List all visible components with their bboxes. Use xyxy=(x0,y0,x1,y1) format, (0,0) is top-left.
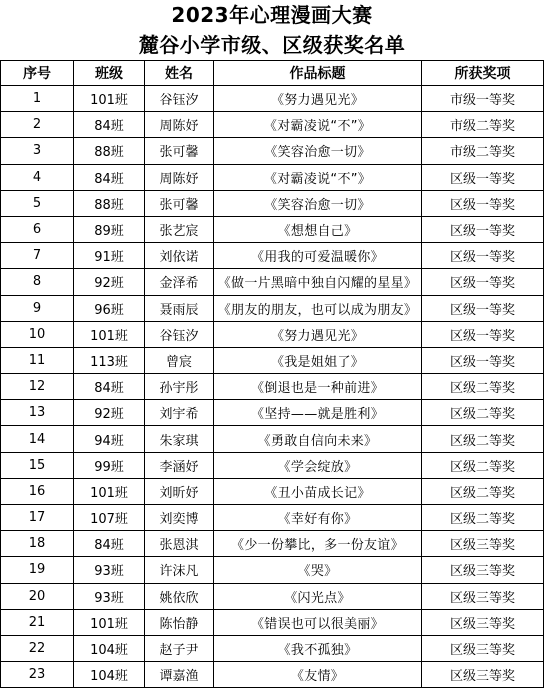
table-body xyxy=(1,86,544,688)
table-row xyxy=(1,374,544,400)
cell-class: 92班 xyxy=(74,400,145,426)
cell-work-title: 《对霸凌说“不”》 xyxy=(214,164,422,190)
cell-class: 94班 xyxy=(74,426,145,452)
cell-award: 区级二等奖 xyxy=(422,374,544,400)
cell-name: 曾宸 xyxy=(145,347,214,373)
table-header-row xyxy=(1,61,544,86)
header-award: 所获奖项 xyxy=(422,61,544,86)
cell-class: 101班 xyxy=(74,609,145,635)
cell-work-title: 《倒退也是一种前进》 xyxy=(214,374,422,400)
cell-award: 区级二等奖 xyxy=(422,505,544,531)
cell-work-title: 《做一片黑暗中独自闪耀的星星》 xyxy=(214,269,422,295)
cell-name: 周陈妤 xyxy=(145,164,214,190)
document-title: 2023年心理漫画大赛 xyxy=(171,3,373,27)
table-row xyxy=(1,557,544,583)
cell-award: 区级一等奖 xyxy=(422,243,544,269)
cell-index: 12 xyxy=(1,374,74,400)
cell-award: 区级一等奖 xyxy=(422,321,544,347)
cell-name: 张可馨 xyxy=(145,190,214,216)
cell-class: 104班 xyxy=(74,635,145,661)
cell-award: 区级一等奖 xyxy=(422,164,544,190)
cell-index: 17 xyxy=(1,505,74,531)
cell-index: 5 xyxy=(1,190,74,216)
cell-work-title: 《哭》 xyxy=(214,557,422,583)
cell-index: 11 xyxy=(1,347,74,373)
cell-name: 刘宇希 xyxy=(145,400,214,426)
table-row xyxy=(1,112,544,138)
cell-name: 刘奕博 xyxy=(145,505,214,531)
cell-work-title: 《我不孤独》 xyxy=(214,635,422,661)
table-row xyxy=(1,295,544,321)
cell-award: 市级二等奖 xyxy=(422,112,544,138)
cell-class: 84班 xyxy=(74,531,145,557)
cell-index: 6 xyxy=(1,216,74,242)
cell-work-title: 《用我的可爱温暖你》 xyxy=(214,243,422,269)
table-row xyxy=(1,216,544,242)
cell-work-title: 《努力遇见光》 xyxy=(214,86,422,112)
cell-index: 1 xyxy=(1,86,74,112)
cell-index: 22 xyxy=(1,635,74,661)
cell-class: 84班 xyxy=(74,164,145,190)
cell-class: 88班 xyxy=(74,190,145,216)
cell-class: 99班 xyxy=(74,452,145,478)
cell-index: 8 xyxy=(1,269,74,295)
cell-class: 113班 xyxy=(74,347,145,373)
cell-work-title: 《笑容治愈一切》 xyxy=(214,190,422,216)
cell-class: 84班 xyxy=(74,112,145,138)
header-name: 姓名 xyxy=(145,61,214,86)
cell-award: 市级一等奖 xyxy=(422,86,544,112)
table-row xyxy=(1,583,544,609)
cell-name: 姚依欣 xyxy=(145,583,214,609)
cell-class: 101班 xyxy=(74,86,145,112)
cell-award: 区级三等奖 xyxy=(422,609,544,635)
cell-award: 市级二等奖 xyxy=(422,138,544,164)
cell-name: 刘昕妤 xyxy=(145,478,214,504)
cell-work-title: 《笑容治愈一切》 xyxy=(214,138,422,164)
header-class: 班级 xyxy=(74,61,145,86)
cell-work-title: 《对霸凌说“不”》 xyxy=(214,112,422,138)
document-header xyxy=(0,0,544,60)
table-row xyxy=(1,426,544,452)
cell-work-title: 《勇敢自信向未来》 xyxy=(214,426,422,452)
cell-index: 9 xyxy=(1,295,74,321)
cell-class: 89班 xyxy=(74,216,145,242)
table-row xyxy=(1,190,544,216)
header-index: 序号 xyxy=(1,61,74,86)
table-row xyxy=(1,400,544,426)
cell-name: 张艺宸 xyxy=(145,216,214,242)
table-row xyxy=(1,138,544,164)
cell-index: 10 xyxy=(1,321,74,347)
cell-index: 23 xyxy=(1,662,74,688)
cell-award: 区级三等奖 xyxy=(422,583,544,609)
cell-name: 谷钰汐 xyxy=(145,86,214,112)
table-row xyxy=(1,531,544,557)
cell-class: 91班 xyxy=(74,243,145,269)
cell-index: 2 xyxy=(1,112,74,138)
cell-work-title: 《想想自己》 xyxy=(214,216,422,242)
cell-award: 区级二等奖 xyxy=(422,426,544,452)
cell-work-title: 《学会绽放》 xyxy=(214,452,422,478)
cell-name: 聂雨辰 xyxy=(145,295,214,321)
cell-name: 刘依诺 xyxy=(145,243,214,269)
cell-award: 区级二等奖 xyxy=(422,452,544,478)
cell-award: 区级一等奖 xyxy=(422,295,544,321)
cell-index: 20 xyxy=(1,583,74,609)
cell-class: 93班 xyxy=(74,557,145,583)
cell-index: 16 xyxy=(1,478,74,504)
cell-name: 周陈妤 xyxy=(145,112,214,138)
cell-work-title: 《朋友的朋友，也可以成为朋友》 xyxy=(214,295,422,321)
table-row xyxy=(1,452,544,478)
cell-name: 李涵妤 xyxy=(145,452,214,478)
cell-name: 谷钰汐 xyxy=(145,321,214,347)
table-row xyxy=(1,243,544,269)
cell-class: 101班 xyxy=(74,321,145,347)
cell-index: 15 xyxy=(1,452,74,478)
cell-name: 孙宇彤 xyxy=(145,374,214,400)
cell-class: 101班 xyxy=(74,478,145,504)
award-table xyxy=(0,60,544,688)
table-row xyxy=(1,86,544,112)
cell-work-title: 《幸好有你》 xyxy=(214,505,422,531)
cell-class: 88班 xyxy=(74,138,145,164)
cell-award: 区级一等奖 xyxy=(422,216,544,242)
cell-name: 朱家琪 xyxy=(145,426,214,452)
table-row xyxy=(1,321,544,347)
cell-name: 许沫凡 xyxy=(145,557,214,583)
cell-index: 21 xyxy=(1,609,74,635)
header-work-title: 作品标题 xyxy=(214,61,422,86)
table-row xyxy=(1,609,544,635)
cell-class: 93班 xyxy=(74,583,145,609)
cell-class: 96班 xyxy=(74,295,145,321)
document-subtitle: 麓谷小学市级、区级获奖名单 xyxy=(138,33,406,57)
table-row xyxy=(1,478,544,504)
cell-class: 84班 xyxy=(74,374,145,400)
cell-name: 赵子尹 xyxy=(145,635,214,661)
cell-award: 区级三等奖 xyxy=(422,557,544,583)
cell-work-title: 《努力遇见光》 xyxy=(214,321,422,347)
table-row xyxy=(1,635,544,661)
cell-name: 谭嘉渔 xyxy=(145,662,214,688)
cell-name: 陈怡静 xyxy=(145,609,214,635)
cell-award: 区级三等奖 xyxy=(422,662,544,688)
cell-work-title: 《坚持——就是胜利》 xyxy=(214,400,422,426)
cell-work-title: 《丑小苗成长记》 xyxy=(214,478,422,504)
cell-work-title: 《错误也可以很美丽》 xyxy=(214,609,422,635)
cell-index: 3 xyxy=(1,138,74,164)
table-row xyxy=(1,164,544,190)
cell-name: 张恩淇 xyxy=(145,531,214,557)
cell-award: 区级一等奖 xyxy=(422,347,544,373)
cell-work-title: 《闪光点》 xyxy=(214,583,422,609)
table-row xyxy=(1,505,544,531)
cell-award: 区级二等奖 xyxy=(422,478,544,504)
cell-index: 13 xyxy=(1,400,74,426)
cell-class: 92班 xyxy=(74,269,145,295)
cell-award: 区级一等奖 xyxy=(422,190,544,216)
cell-award: 区级一等奖 xyxy=(422,269,544,295)
cell-name: 张可馨 xyxy=(145,138,214,164)
cell-index: 18 xyxy=(1,531,74,557)
cell-work-title: 《少一份攀比，多一份友谊》 xyxy=(214,531,422,557)
cell-award: 区级三等奖 xyxy=(422,531,544,557)
cell-work-title: 《我是姐姐了》 xyxy=(214,347,422,373)
table-row xyxy=(1,347,544,373)
cell-name: 金泽希 xyxy=(145,269,214,295)
cell-class: 107班 xyxy=(74,505,145,531)
cell-award: 区级二等奖 xyxy=(422,400,544,426)
cell-work-title: 《友情》 xyxy=(214,662,422,688)
cell-index: 19 xyxy=(1,557,74,583)
cell-index: 4 xyxy=(1,164,74,190)
cell-class: 104班 xyxy=(74,662,145,688)
cell-award: 区级三等奖 xyxy=(422,635,544,661)
cell-index: 7 xyxy=(1,243,74,269)
table-row xyxy=(1,269,544,295)
cell-index: 14 xyxy=(1,426,74,452)
